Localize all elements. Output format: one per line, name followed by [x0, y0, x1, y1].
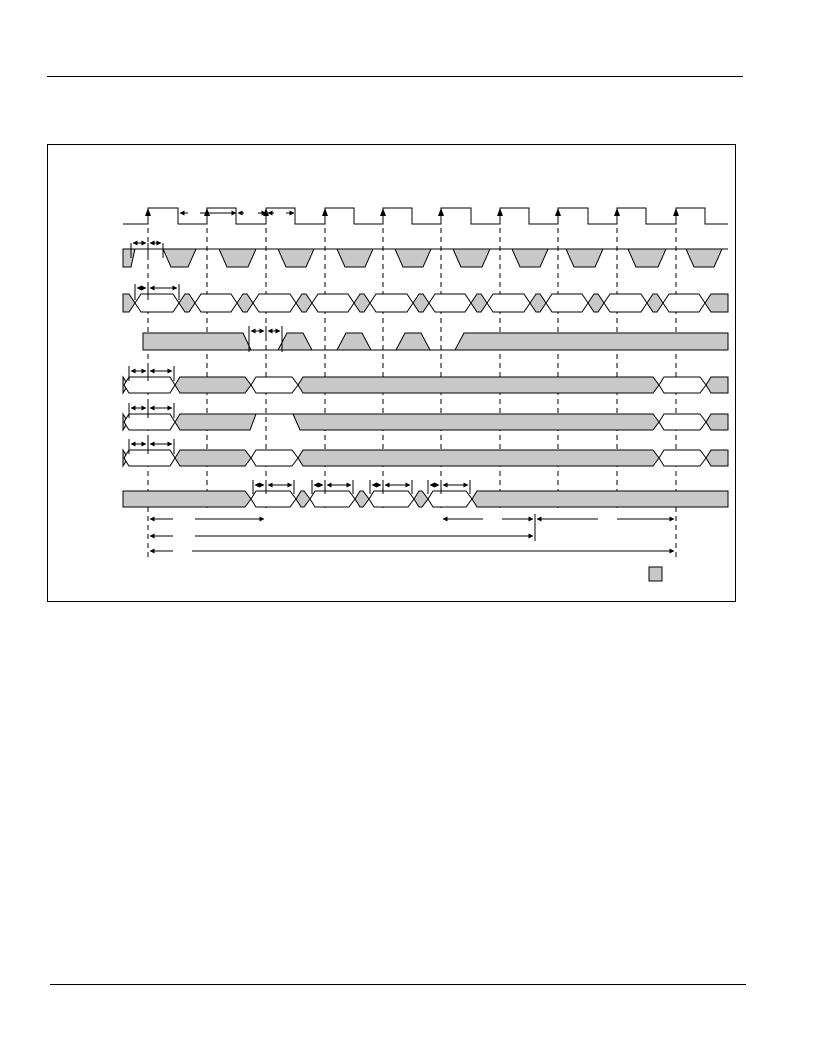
signal-row-6: [123, 403, 728, 430]
legend-swatch: [649, 567, 662, 581]
clock-signal: [123, 208, 728, 224]
footer-rule: [50, 984, 746, 985]
signal-row-5: [123, 366, 728, 393]
interval-dimensions: [150, 514, 674, 551]
bus-signal: [123, 284, 728, 312]
strobe-signal: [123, 243, 728, 267]
data-out-signal: [123, 480, 728, 507]
signal-row-7: [123, 439, 728, 466]
control-signal: [143, 326, 728, 352]
